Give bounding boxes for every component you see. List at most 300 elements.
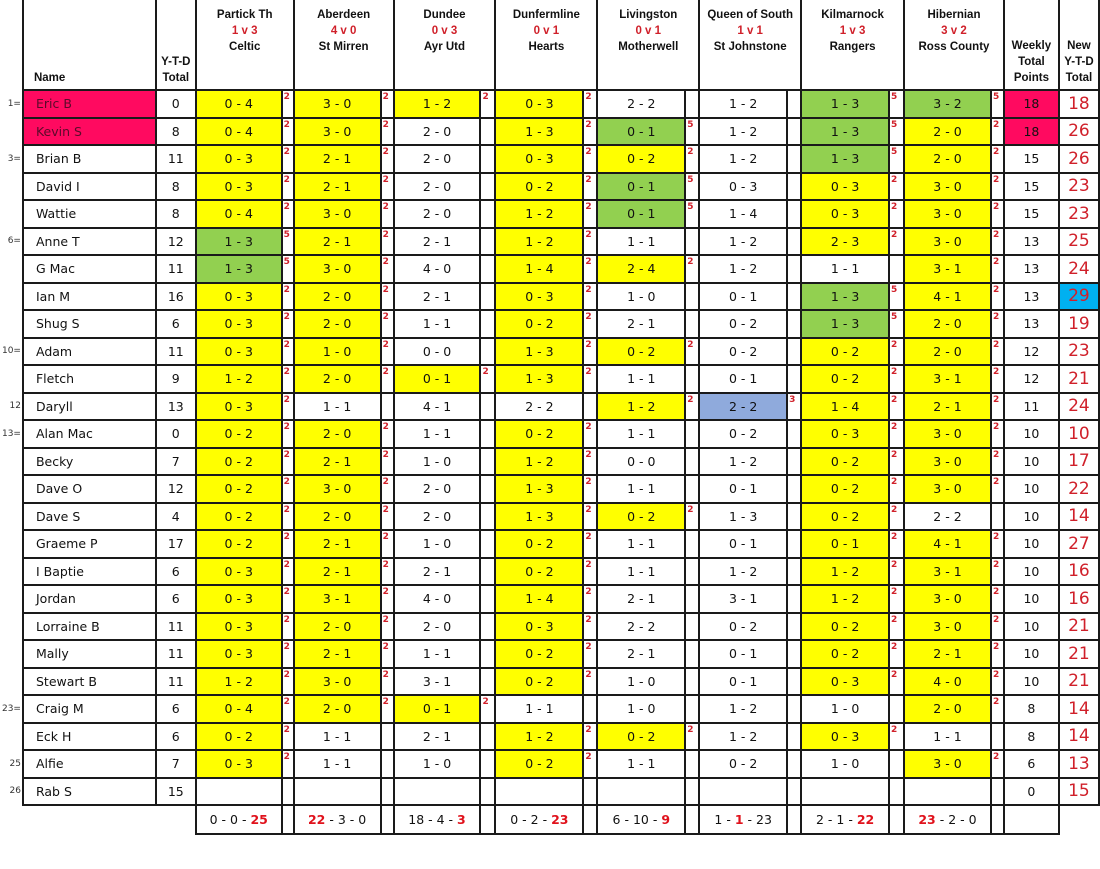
rank-cell <box>0 613 23 641</box>
rank-cell <box>0 475 23 503</box>
prediction-cell: 2 - 1 <box>394 283 481 311</box>
prediction-cell: 1 - 2 <box>699 255 787 283</box>
player-name: Jordan <box>23 585 156 613</box>
table-row <box>0 173 1099 201</box>
prediction-cell: 2 - 1 <box>394 558 481 586</box>
prediction-points: 2 <box>991 420 1004 448</box>
prediction-cell: 2 - 0 <box>294 420 381 448</box>
prediction-cell: 0 - 3 <box>196 310 282 338</box>
rank-cell <box>0 365 23 393</box>
prediction-cell: 0 - 2 <box>495 420 583 448</box>
prediction-points: 2 <box>282 310 294 338</box>
match-header <box>801 0 904 90</box>
table-row <box>0 255 1099 283</box>
prediction-points: 2 <box>583 228 597 256</box>
prediction-points: 2 <box>685 338 699 366</box>
away-win-count: 0 <box>358 812 367 827</box>
prediction-cell: 0 - 2 <box>597 723 685 751</box>
prediction-cell: 0 - 3 <box>196 558 282 586</box>
prediction-cell: 4 - 0 <box>394 255 481 283</box>
prediction-points: 2 <box>381 145 394 173</box>
prediction-cell: 0 - 1 <box>597 200 685 228</box>
prediction-cell: 3 - 1 <box>904 255 991 283</box>
player-name: Alfie <box>23 750 156 778</box>
prediction-cell: 1 - 2 <box>699 90 787 118</box>
home-team: Kilmarnock <box>821 9 884 21</box>
prediction-cell: 3 - 0 <box>294 668 381 696</box>
rank-cell <box>0 668 23 696</box>
prediction-points: 2 <box>583 448 597 476</box>
prediction-cell: 0 - 3 <box>196 145 282 173</box>
prediction-points: 2 <box>991 255 1004 283</box>
prediction-cell: 0 - 2 <box>801 448 889 476</box>
prediction-points: 2 <box>282 448 294 476</box>
prediction-cell: 1 - 2 <box>801 585 889 613</box>
prediction-cell: 0 - 3 <box>801 173 889 201</box>
new-ytd-total: 25 <box>1059 228 1099 256</box>
prediction-points <box>889 750 904 778</box>
prediction-cell: 0 - 0 <box>394 338 481 366</box>
prediction-points: 2 <box>583 255 597 283</box>
prediction-cell: 0 - 3 <box>801 420 889 448</box>
prediction-cell: 3 - 0 <box>294 255 381 283</box>
tally-spacer <box>787 805 801 834</box>
prediction-cell: 3 - 0 <box>904 613 991 641</box>
rank-cell: 26 <box>0 778 23 806</box>
prediction-cell: 1 - 1 <box>597 365 685 393</box>
prediction-cell: 0 - 3 <box>196 640 282 668</box>
prediction-points: 2 <box>282 723 294 751</box>
prediction-cell: 0 - 1 <box>394 695 481 723</box>
away-team: Rangers <box>829 41 876 53</box>
prediction-cell: 1 - 1 <box>394 310 481 338</box>
ytd-total: 0 <box>156 420 196 448</box>
ytd-total: 11 <box>156 255 196 283</box>
prediction-cell: 3 - 1 <box>699 585 787 613</box>
table-row <box>0 475 1099 503</box>
name-header: Name <box>23 0 156 90</box>
table-row <box>0 723 1099 751</box>
prediction-cell: 3 - 0 <box>294 475 381 503</box>
prediction-cell: 1 - 2 <box>495 200 583 228</box>
match-header <box>294 0 394 90</box>
prediction-points <box>480 448 495 476</box>
prediction-points: 2 <box>282 475 294 503</box>
new-ytd-total: 24 <box>1059 255 1099 283</box>
table-row <box>0 338 1099 366</box>
prediction-points <box>787 338 801 366</box>
prediction-points: 2 <box>282 613 294 641</box>
table-row <box>0 118 1099 146</box>
prediction-points: 2 <box>381 530 394 558</box>
prediction-points: 2 <box>381 90 394 118</box>
away-win-count: 23 <box>756 812 772 827</box>
rank-cell: 1= <box>0 90 23 118</box>
match-header <box>196 0 294 90</box>
prediction-points: 2 <box>583 503 597 531</box>
ytd-total: 4 <box>156 503 196 531</box>
prediction-cell: 0 - 3 <box>495 283 583 311</box>
rank-cell: 6= <box>0 228 23 256</box>
prediction-points <box>787 475 801 503</box>
prediction-cell: 3 - 0 <box>904 475 991 503</box>
ytd-total: 12 <box>156 228 196 256</box>
home-win-count: 1 <box>714 812 723 827</box>
prediction-cell: 2 - 0 <box>294 613 381 641</box>
prediction-points <box>685 750 699 778</box>
prediction-cell: 1 - 2 <box>699 558 787 586</box>
prediction-points <box>583 393 597 421</box>
draw-count: 1 <box>734 812 744 827</box>
home-team: Dundee <box>423 9 466 21</box>
prediction-cell: 0 - 2 <box>196 475 282 503</box>
prediction-points <box>787 778 801 806</box>
prediction-points <box>889 255 904 283</box>
draw-count: 0 <box>230 812 238 827</box>
prediction-cell: 2 - 0 <box>904 695 991 723</box>
prediction-cell: 2 - 2 <box>904 503 991 531</box>
match-result: 0 v 1 <box>533 25 560 37</box>
prediction-cell: 1 - 3 <box>196 228 282 256</box>
away-win-count: 0 <box>968 812 977 827</box>
prediction-points: 2 <box>889 173 904 201</box>
prediction-points <box>480 283 495 311</box>
prediction-points: 2 <box>381 365 394 393</box>
prediction-points: 2 <box>889 228 904 256</box>
weekly-points: 18 <box>1004 90 1059 118</box>
prediction-points <box>991 723 1004 751</box>
prediction-cell: 0 - 1 <box>699 640 787 668</box>
prediction-cell: 1 - 2 <box>699 228 787 256</box>
prediction-cell: 0 - 1 <box>597 173 685 201</box>
prediction-cell: 2 - 0 <box>904 118 991 146</box>
prediction-cell <box>196 778 282 806</box>
tally-spacer <box>282 805 294 834</box>
result-tally: 22 - 3 - 0 <box>294 805 381 834</box>
table-row <box>0 365 1099 393</box>
prediction-points: 2 <box>583 173 597 201</box>
prediction-points <box>480 310 495 338</box>
new-ytd-total: 23 <box>1059 338 1099 366</box>
player-name: Ian M <box>23 283 156 311</box>
new-ytd-total: 14 <box>1059 723 1099 751</box>
table-row <box>0 393 1099 421</box>
weekly-points: 0 <box>1004 778 1059 806</box>
player-name: Fletch <box>23 365 156 393</box>
table-row <box>0 145 1099 173</box>
prediction-points: 2 <box>381 668 394 696</box>
prediction-points: 5 <box>991 90 1004 118</box>
table-row <box>0 530 1099 558</box>
prediction-cell: 0 - 1 <box>699 283 787 311</box>
prediction-cell: 1 - 1 <box>597 475 685 503</box>
prediction-cell: 1 - 1 <box>394 420 481 448</box>
new-ytd-total: 13 <box>1059 750 1099 778</box>
prediction-points <box>889 778 904 806</box>
prediction-cell: 1 - 3 <box>801 90 889 118</box>
prediction-points <box>787 420 801 448</box>
spacer <box>23 805 156 834</box>
home-team: Queen of South <box>707 9 793 21</box>
prediction-points <box>480 145 495 173</box>
prediction-points: 5 <box>889 310 904 338</box>
prediction-points: 2 <box>583 118 597 146</box>
prediction-points: 2 <box>991 585 1004 613</box>
rank-cell <box>0 558 23 586</box>
prediction-cell <box>495 778 583 806</box>
prediction-cell: 2 - 1 <box>294 448 381 476</box>
away-team: Motherwell <box>618 41 679 53</box>
player-name: Alan Mac <box>23 420 156 448</box>
player-name: Eck H <box>23 723 156 751</box>
prediction-cell: 0 - 1 <box>699 365 787 393</box>
ytd-total: 13 <box>156 393 196 421</box>
prediction-points: 2 <box>583 613 597 641</box>
away-win-count: 9 <box>661 812 671 827</box>
prediction-points <box>787 365 801 393</box>
prediction-cell: 0 - 2 <box>196 448 282 476</box>
prediction-cell: 2 - 0 <box>394 613 481 641</box>
table-row <box>0 585 1099 613</box>
ytd-total: 7 <box>156 750 196 778</box>
prediction-cell: 0 - 2 <box>495 310 583 338</box>
prediction-points: 2 <box>381 283 394 311</box>
prediction-cell: 2 - 0 <box>394 503 481 531</box>
prediction-points: 2 <box>282 530 294 558</box>
prediction-cell: 2 - 1 <box>597 640 685 668</box>
weekly-points: 12 <box>1004 365 1059 393</box>
away-team: Celtic <box>229 41 261 53</box>
prediction-points <box>583 695 597 723</box>
prediction-points <box>480 613 495 641</box>
prediction-cell: 0 - 1 <box>699 475 787 503</box>
prediction-points <box>685 558 699 586</box>
prediction-cell: 2 - 0 <box>904 338 991 366</box>
tally-spacer <box>889 805 904 834</box>
prediction-cell: 2 - 0 <box>294 310 381 338</box>
summary-row <box>0 805 1099 834</box>
prediction-cell: 1 - 3 <box>196 255 282 283</box>
weekly-points: 15 <box>1004 145 1059 173</box>
prediction-points: 2 <box>685 145 699 173</box>
weekly-points: 13 <box>1004 283 1059 311</box>
prediction-points: 2 <box>282 118 294 146</box>
prediction-cell: 1 - 3 <box>801 283 889 311</box>
weekly-points: 10 <box>1004 475 1059 503</box>
prediction-points: 2 <box>889 393 904 421</box>
home-win-count: 0 <box>209 812 218 827</box>
prediction-cell: 1 - 3 <box>495 118 583 146</box>
draw-count: 2 <box>530 812 539 827</box>
prediction-points <box>480 420 495 448</box>
result-tally: 1 - 1 - 23 <box>699 805 787 834</box>
prediction-points: 2 <box>583 750 597 778</box>
prediction-cell: 0 - 2 <box>597 338 685 366</box>
weekly-points: 15 <box>1004 173 1059 201</box>
prediction-points: 2 <box>991 338 1004 366</box>
prediction-cell: 0 - 3 <box>801 668 889 696</box>
prediction-cell: 1 - 4 <box>495 255 583 283</box>
prediction-cell: 2 - 0 <box>904 310 991 338</box>
prediction-points <box>480 558 495 586</box>
prediction-points: 5 <box>685 200 699 228</box>
prediction-points: 2 <box>889 558 904 586</box>
prediction-cell: 1 - 3 <box>801 118 889 146</box>
prediction-points: 2 <box>889 723 904 751</box>
result-tally: 23 - 2 - 0 <box>904 805 991 834</box>
prediction-cell: 0 - 3 <box>801 200 889 228</box>
prediction-cell: 0 - 2 <box>196 723 282 751</box>
match-result: 1 v 3 <box>231 25 258 37</box>
draw-count: 2 <box>948 812 957 827</box>
new-ytd-total: 21 <box>1059 365 1099 393</box>
prediction-cell: 0 - 1 <box>699 668 787 696</box>
prediction-points: 2 <box>889 338 904 366</box>
weekly-points: 18 <box>1004 118 1059 146</box>
prediction-points <box>787 283 801 311</box>
rank-cell <box>0 283 23 311</box>
prediction-cell: 1 - 0 <box>597 695 685 723</box>
new-ytd-total: 19 <box>1059 310 1099 338</box>
prediction-cell: 2 - 0 <box>294 365 381 393</box>
prediction-cell: 1 - 2 <box>699 448 787 476</box>
prediction-cell: 0 - 2 <box>597 503 685 531</box>
prediction-points: 2 <box>583 530 597 558</box>
prediction-points: 2 <box>991 283 1004 311</box>
prediction-cell: 0 - 2 <box>801 613 889 641</box>
prediction-cell: 0 - 3 <box>196 393 282 421</box>
prediction-cell <box>394 778 481 806</box>
match-header <box>394 0 496 90</box>
prediction-points <box>480 255 495 283</box>
prediction-points: 2 <box>583 145 597 173</box>
tally-spacer <box>381 805 394 834</box>
new-ytd-total: 14 <box>1059 695 1099 723</box>
table-row <box>0 668 1099 696</box>
prediction-cell: 3 - 1 <box>394 668 481 696</box>
home-team: Aberdeen <box>317 9 371 21</box>
table-row <box>0 310 1099 338</box>
newytd-header-line1: New <box>1067 40 1091 52</box>
prediction-points <box>583 778 597 806</box>
draw-count: 10 <box>632 812 649 827</box>
ytd-total: 11 <box>156 338 196 366</box>
weekly-header-line3: Points <box>1013 72 1049 84</box>
prediction-points: 2 <box>282 640 294 668</box>
prediction-points: 2 <box>282 200 294 228</box>
prediction-points: 2 <box>381 448 394 476</box>
prediction-points <box>685 778 699 806</box>
prediction-cell: 2 - 1 <box>597 585 685 613</box>
match-result: 0 v 3 <box>431 25 458 37</box>
prediction-cell: 2 - 2 <box>495 393 583 421</box>
prediction-points: 2 <box>991 530 1004 558</box>
prediction-cell <box>801 778 889 806</box>
prediction-cell: 2 - 1 <box>394 723 481 751</box>
prediction-points: 5 <box>889 90 904 118</box>
table-row <box>0 778 1099 806</box>
prediction-cell: 0 - 3 <box>196 283 282 311</box>
away-win-count: 25 <box>250 812 268 827</box>
ytd-total: 15 <box>156 778 196 806</box>
prediction-cell: 0 - 3 <box>495 145 583 173</box>
prediction-points: 2 <box>991 200 1004 228</box>
prediction-cell <box>294 778 381 806</box>
weekly-points: 13 <box>1004 255 1059 283</box>
prediction-points: 2 <box>381 173 394 201</box>
new-ytd-total: 23 <box>1059 173 1099 201</box>
prediction-points: 2 <box>381 503 394 531</box>
prediction-cell: 3 - 0 <box>904 585 991 613</box>
prediction-points: 2 <box>991 750 1004 778</box>
prediction-cell: 1 - 4 <box>495 585 583 613</box>
prediction-cell: 4 - 1 <box>904 283 991 311</box>
player-name: David I <box>23 173 156 201</box>
prediction-cell: 0 - 2 <box>699 420 787 448</box>
new-ytd-total: 24 <box>1059 393 1099 421</box>
weekly-points: 13 <box>1004 310 1059 338</box>
result-tally: 0 - 0 - 25 <box>196 805 282 834</box>
prediction-points <box>685 420 699 448</box>
ytd-total: 11 <box>156 640 196 668</box>
prediction-points: 2 <box>583 420 597 448</box>
prediction-cell: 1 - 1 <box>597 228 685 256</box>
rank-header <box>0 0 23 90</box>
prediction-points: 2 <box>889 668 904 696</box>
tally-spacer <box>685 805 699 834</box>
prediction-points <box>787 173 801 201</box>
prediction-cell: 2 - 0 <box>394 145 481 173</box>
match-result: 3 v 2 <box>941 25 967 37</box>
prediction-points: 2 <box>889 613 904 641</box>
prediction-cell: 2 - 0 <box>394 173 481 201</box>
prediction-points: 2 <box>889 448 904 476</box>
prediction-points: 5 <box>685 173 699 201</box>
player-name: Anne T <box>23 228 156 256</box>
prediction-points: 2 <box>889 475 904 503</box>
prediction-points: 2 <box>583 338 597 366</box>
prediction-points: 2 <box>282 365 294 393</box>
prediction-points: 5 <box>889 283 904 311</box>
prediction-points: 2 <box>991 475 1004 503</box>
away-team: St Johnstone <box>713 41 787 53</box>
prediction-points: 2 <box>685 255 699 283</box>
prediction-cell: 1 - 3 <box>801 145 889 173</box>
prediction-cell: 0 - 2 <box>495 640 583 668</box>
prediction-cell: 2 - 0 <box>294 695 381 723</box>
prediction-cell: 0 - 2 <box>495 530 583 558</box>
ytd-header-line2: Total <box>162 72 190 84</box>
prediction-cell: 0 - 4 <box>196 118 282 146</box>
player-name: Becky <box>23 448 156 476</box>
prediction-points: 2 <box>282 585 294 613</box>
prediction-cell: 0 - 2 <box>699 310 787 338</box>
prediction-cell: 4 - 1 <box>904 530 991 558</box>
prediction-points: 2 <box>282 393 294 421</box>
prediction-points <box>480 723 495 751</box>
rank-cell <box>0 200 23 228</box>
prediction-points <box>787 750 801 778</box>
prediction-points <box>787 640 801 668</box>
prediction-cell: 0 - 1 <box>801 530 889 558</box>
prediction-cell: 0 - 3 <box>495 90 583 118</box>
ytd-total: 11 <box>156 145 196 173</box>
weekly-points: 10 <box>1004 448 1059 476</box>
ytd-total: 12 <box>156 475 196 503</box>
prediction-points: 2 <box>480 695 495 723</box>
prediction-points <box>480 200 495 228</box>
prediction-cell: 2 - 2 <box>597 613 685 641</box>
